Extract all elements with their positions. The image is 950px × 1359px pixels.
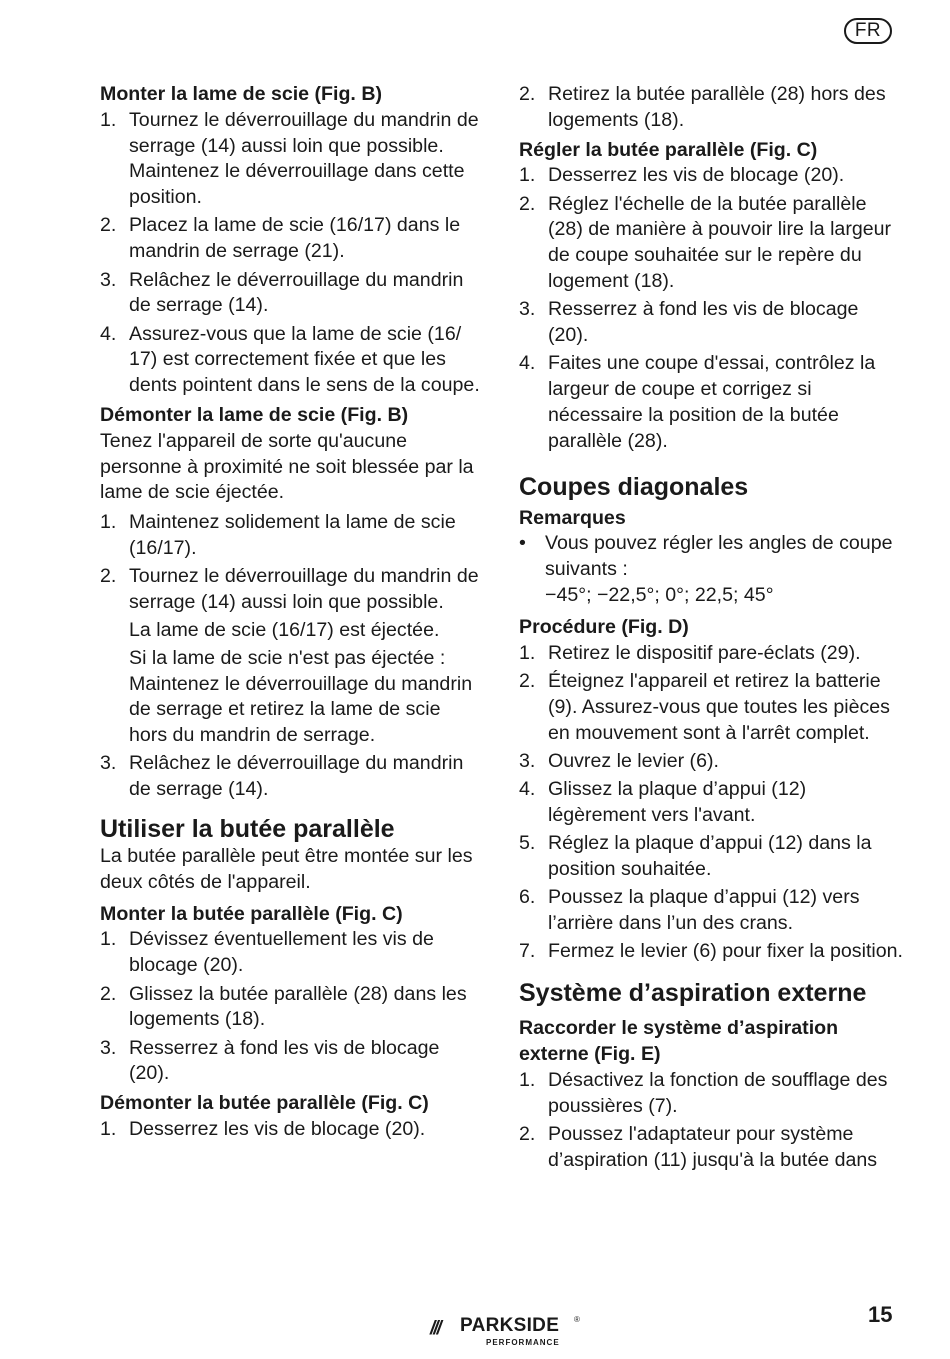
list-adjust-fence <box>519 163 904 454</box>
list-item <box>519 885 904 937</box>
list-item <box>519 777 904 829</box>
list-mount-blade <box>100 108 480 399</box>
section-title-procedure: Procédure (Fig. D) <box>519 615 689 638</box>
list-item-text: Vous pouvez régler les angles de coupe suivants : <box>545 532 893 581</box>
logo-subtitle: PERFORMANCE <box>486 1338 560 1347</box>
list-item <box>519 669 904 746</box>
list-item-text: Éteignez l'appareil et retirez la batterie (9). Assurez-vous que toutes les pièces en mouvement sont à l'arrêt complet. <box>548 669 890 744</box>
list-number: 4. <box>100 322 117 345</box>
list-item <box>519 939 904 965</box>
section-title-remove-blade: Démonter la lame de scie (Fig. B) <box>100 404 409 427</box>
list-number: 1. <box>519 641 536 664</box>
list-number: 3. <box>100 1036 117 1059</box>
list-number: 1. <box>519 1068 536 1091</box>
list-number: 1. <box>100 928 117 951</box>
paragraph-remove-blade-intro: Tenez l'appareil de sorte qu'aucune personne à proximité ne soit blessée par la lame de scie éjectée. <box>100 429 474 504</box>
list-item-text: Ouvrez le levier (6). <box>548 749 719 772</box>
list-item <box>100 510 480 562</box>
list-number: 1. <box>100 1117 117 1140</box>
list-item-text: Tournez le déverrouillage du mandrin de serrage (14) aussi loin que possible. Maintenez le déverrouillage dans cette position. <box>129 108 479 209</box>
list-number: 5. <box>519 832 536 855</box>
list-number: 2. <box>519 669 536 692</box>
list-item-text: Assurez-vous que la lame de scie (16/ 17) est correctement fixée et que les dents pointent dans le sens de la coupe. <box>129 322 480 397</box>
list-item <box>519 749 904 775</box>
list-item <box>519 192 904 295</box>
angle-values: −45°; −22,5°; 0°; 22,5; 45° <box>545 584 774 607</box>
list-number: 2. <box>100 214 117 237</box>
list-item <box>519 1068 904 1120</box>
list-item <box>519 82 904 134</box>
heading-external-extraction: Système d’aspiration externe <box>519 979 867 1008</box>
list-procedure <box>519 641 904 966</box>
list-number: 2. <box>519 83 536 105</box>
section-title-adjust-fence: Régler la butée parallèle (Fig. C) <box>519 138 818 161</box>
list-item-text: Réglez la plaque d’appui (12) dans la position souhaitée. <box>548 832 872 881</box>
list-number: 7. <box>519 940 536 963</box>
list-item-text: Placez la lame de scie (16/17) dans le mandrin de serrage (21). <box>129 214 461 263</box>
list-item-text: Relâchez le déverrouillage du mandrin de serrage (14). <box>129 752 464 801</box>
list-number: 1. <box>100 108 117 131</box>
list-number: 4. <box>519 778 536 801</box>
page-number: 15 <box>868 1302 893 1327</box>
list-item <box>519 531 904 608</box>
list-item <box>100 982 480 1034</box>
list-number: 4. <box>519 352 536 375</box>
parkside-logo <box>430 1314 590 1348</box>
list-item <box>100 268 480 320</box>
list-item-text: Glissez la butée parallèle (28) dans les logements (18). <box>129 982 467 1031</box>
list-item-text: Fermez le levier (6) pour fixer la position. <box>548 940 903 963</box>
list-item <box>519 351 904 454</box>
section-title-remarks: Remarques <box>519 506 626 529</box>
list-item <box>519 1122 904 1174</box>
list-item-text: Poussez la plaque d’appui (12) vers l’arrière dans l’un des crans. <box>548 886 860 935</box>
list-item-text: Dévissez éventuellement les vis de blocage (20). <box>129 928 434 977</box>
list-item <box>519 641 904 667</box>
list-number: 1. <box>100 511 117 534</box>
list-number: 2. <box>100 565 117 588</box>
list-number: 3. <box>100 752 117 775</box>
list-item-note: La lame de scie (16/17) est éjectée. <box>129 618 440 641</box>
list-number: 3. <box>100 268 117 291</box>
list-item <box>100 564 480 749</box>
list-item-note: Si la lame de scie n'est pas éjectée : Maintenez le déverrouillage du mandrin de serrage et retirez la lame de scie hors du mandrin de serrage. <box>129 646 473 747</box>
list-item-text: Retirez le dispositif pare-éclats (29). <box>548 641 861 664</box>
heading-parallel-fence: Utiliser la butée parallèle <box>100 815 395 844</box>
list-remarks <box>519 531 904 608</box>
list-mount-fence <box>100 927 480 1087</box>
heading-diagonal-cuts: Coupes diagonales <box>519 472 749 501</box>
registered-mark: ® <box>574 1315 580 1324</box>
section-title-mount-fence: Monter la butée parallèle (Fig. C) <box>100 902 403 925</box>
list-item-text: Desserrez les vis de blocage (20). <box>548 164 845 187</box>
logo-wordmark: PARKSIDE <box>460 1315 560 1336</box>
list-item-text: Désactivez la fonction de soufflage des poussières (7). <box>548 1068 888 1117</box>
section-title-remove-fence: Démonter la butée parallèle (Fig. C) <box>100 1092 429 1115</box>
list-number: 2. <box>519 1122 536 1145</box>
section-title-mount-blade: Monter la lame de scie (Fig. B) <box>100 83 382 105</box>
list-item <box>100 1036 480 1088</box>
list-item-text: Tournez le déverrouillage du mandrin de serrage (14) aussi loin que possible. <box>129 565 479 614</box>
list-remove-fence-continued <box>519 82 904 134</box>
list-item-text: Resserrez à fond les vis de blocage (20). <box>129 1036 440 1085</box>
list-item <box>519 831 904 883</box>
list-item-text: Glissez la plaque d’appui (12) légèrement vers l'avant. <box>548 778 807 826</box>
list-item-text: Faites une coupe d'essai, contrôlez la largeur de coupe et corrigez si nécessaire la position de la butée parallèle (28). <box>548 352 876 452</box>
left-column <box>100 82 480 1145</box>
list-item-text: Relâchez le déverrouillage du mandrin de serrage (14). <box>129 268 464 317</box>
section-title-connect-extraction: Raccorder le système d’aspiration externe (Fig. E) <box>519 1017 839 1065</box>
right-column <box>519 82 904 1176</box>
list-item <box>100 927 480 979</box>
list-item-text: Retirez la butée parallèle (28) hors des logements (18). <box>548 83 886 131</box>
list-item <box>100 213 480 265</box>
list-item <box>100 322 480 399</box>
list-number: 1. <box>519 164 536 187</box>
list-item-text: Réglez l'échelle de la butée parallèle (28) de manière à pouvoir lire la largeur de coupe souhaitée sur le repère du logement (18). <box>548 192 892 293</box>
list-number: 2. <box>519 192 536 215</box>
list-number: 3. <box>519 749 536 772</box>
list-item-text: Resserrez à fond les vis de blocage (20). <box>548 298 859 347</box>
list-number: 2. <box>100 982 117 1005</box>
list-item-text: Maintenez solidement la lame de scie (16/17). <box>129 511 456 560</box>
bullet-icon: • <box>519 532 526 555</box>
list-number: 6. <box>519 886 536 909</box>
list-item <box>519 297 904 349</box>
list-remove-blade <box>100 510 480 803</box>
list-item-text: Poussez l'adaptateur pour système d’aspiration (11) jusqu'à la butée dans <box>548 1122 878 1171</box>
list-item <box>100 751 480 803</box>
paragraph-parallel-fence-intro: La butée parallèle peut être montée sur les deux côtés de l'appareil. <box>100 845 473 893</box>
list-item-text: Desserrez les vis de blocage (20). <box>129 1117 426 1140</box>
list-item <box>100 108 480 211</box>
list-item <box>519 163 904 189</box>
language-badge: FR <box>844 18 892 44</box>
list-connect-extraction <box>519 1068 904 1174</box>
logo-slashes-icon: /// <box>430 1318 440 1339</box>
list-number: 3. <box>519 298 536 321</box>
list-item <box>100 1117 480 1143</box>
list-remove-fence <box>100 1117 480 1143</box>
